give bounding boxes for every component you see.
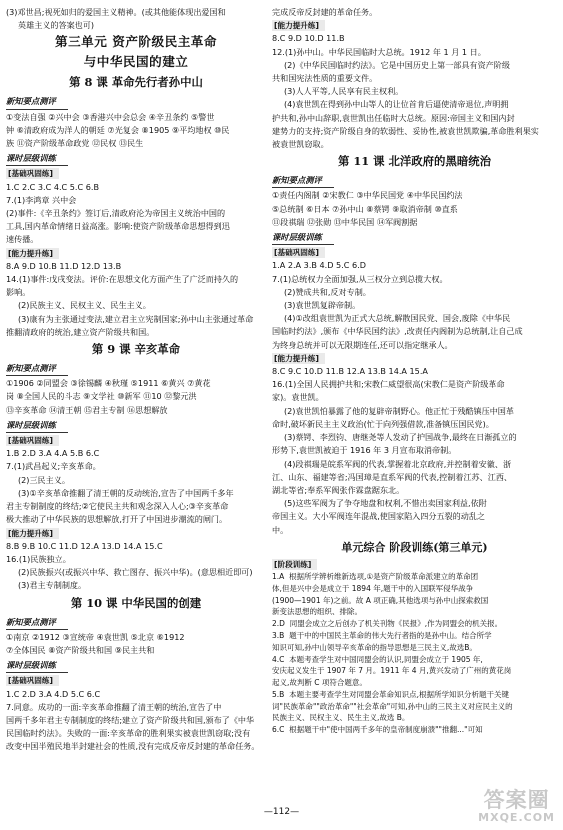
left-line: [基础巩固练] [6,675,59,686]
right-line: ①责任内阁制 ②宋教仁 ③中华民国党 ④中华民国约法 [272,190,463,201]
left-line: [能力提升练] [6,248,59,259]
right-line: 16.(1)全国人民拥护共和;宋教仁威望很高(宋教仁是资产阶级革命 [272,379,505,390]
left-line: 与中华民国的建立 [83,54,189,70]
left-line: (3)邓世昌;视死如归的爱国主义精神。(或其他能体现出爱国和 [6,7,226,17]
right-line: (4)①改组袁世凯为正式大总统,解散国民党、国会,废除《中华民 [284,313,511,324]
left-line: 英雄主义的答案也可) [18,20,95,31]
left-line: 1.B 2.D 3.A 4.A 5.B 6.C [6,448,100,459]
right-line: 安庆起义发生于 1907 年 7 月。1911 年 4 月,黄兴发动了广州的黄花岗 [272,666,512,676]
left-line: 课时层级训练 [6,659,68,673]
left-line: 1.C 2.D 3.A 4.D 5.C 6.C [6,688,101,699]
right-line: (2)赞成共和,反对专制。 [284,286,371,297]
left-line: [基础巩固练] [6,435,59,446]
right-column [272,6,557,736]
right-line: 4.C 本题考查学生对中国同盟会的认识,同盟会成立于 1905 年, [272,654,483,664]
right-line: 建势力的支持;资产阶级自身的软弱性、妥协性,被袁世凯欺骗,革命胜利果实 [272,125,539,136]
left-line: 14.(1)事件:戊戌变法。评价:在思想文化方面产生了广泛而持久的 [6,274,239,285]
left-line: 岗 ⑧全国人民的斗志 ⑨文学社 ⑩新军 ⑪10 ⑫黎元洪 [6,391,197,402]
left-line: 第 8 课 革命先行者孙中山 [69,75,203,90]
left-line: ①南京 ②1912 ③宣统帝 ④袁世凯 ⑤北京 ⑥1912 [6,631,185,642]
left-line: 7.同意。成功的一面:辛亥革命推翻了清王朝的统治,宣告了中 [6,701,222,712]
left-line: 君主专制制度的终结;②它使民主共和观念深入人心;③辛亥革命 [6,501,229,512]
left-line: (2)事件:《辛丑条约》签订后,清政府沦为帝国主义统治中国的 [6,208,226,219]
right-line: (2)袁世凯怕暴露了他的复辟帝制野心。他正忙于残酷镇压中国革 [284,405,514,416]
right-line: 护共和,孙中山辞职,袁世凯出任临时大总统。原因:帝国主义和国内封 [272,112,515,123]
left-line: 影响。 [6,287,31,298]
right-line: 被袁世凯窃取。 [272,139,329,150]
right-line: 民族主义、民权主义、民生主义,故选 B。 [272,713,410,723]
right-line: 新变法思想的组织、排除。 [272,607,362,617]
right-line: 8.C 9.C 10.D 11.B 12.A 13.B 14.A 15.A [272,366,428,377]
left-line: 族 ⑪资产阶级革命政党 ⑫民权 ⑬民生 [6,138,144,149]
left-line: 民国临时约法》。失败的一面:辛亥革命的胜利果实被袁世凯窃取;没有 [6,728,251,739]
right-line: 8.C 9.D 10.D 11.B [272,33,345,44]
right-line: (3)人人平等,人民享有民主权利。 [284,86,404,97]
right-line: 5.B 本题主要考查学生对同盟会革命知识点,根据所学知识分析题干关键 [272,689,509,699]
right-line: 中。 [272,524,289,535]
right-line: 6.C 根据题干中"使中国两千多年的皇帝制度崩溃""推翻..."可知 [272,725,483,735]
right-line: (4)段祺瑞是皖系军阀的代表,掌握着北京政府,并控制着安徽、浙 [284,458,512,469]
watermark-logo [478,789,555,824]
left-line: 第 10 课 中华民国的创建 [70,595,202,610]
left-line: 钟 ⑥清政府成为洋人的朝廷 ⑦光复会 ⑧1905 ⑨平均地权 ⑩民 [6,124,230,135]
left-line: ⑦全体国民 ⑧资产阶级共和国 ⑨民主共和 [6,644,155,655]
left-line: 速传播。 [6,234,39,245]
left-column [6,6,266,754]
left-line: 课时层级训练 [6,152,68,166]
left-line: 8.B 9.B 10.C 11.D 12.A 13.D 14.A 15.C [6,540,163,551]
left-line: 7.(1)武昌起义;辛亥革命。 [6,461,101,472]
left-line: [能力提升练] [6,528,59,539]
right-line: 国临时约法》,颁布《中华民国约法》,改责任内阁制为总统制,让自己成 [272,326,523,337]
left-line: (2)三民主义。 [18,474,70,485]
left-line: 新知要点测评 [6,95,68,109]
left-line: 第 9 课 辛亥革命 [91,342,181,357]
right-line: 江、山东、福建等省;冯国璋是直系军阀的代表,控制着江苏、江西、 [272,471,513,482]
left-line: 第三单元 资产阶级民主革命 [54,34,217,50]
left-line: 推翻清政府的统治,建立资产阶级共和国。 [6,326,155,337]
left-line: (2)民族振兴(或振兴中华、救亡图存、振兴中华)。(意思相近即可) [18,567,253,578]
right-line: 共和国宪法性质的重要文件。 [272,73,378,84]
left-line: 新知要点测评 [6,616,68,630]
right-line: [基础巩固练] [272,247,325,258]
watermark-url: MXQE.COM [478,811,555,824]
right-line: 形势下,袁世凯被迫于 1916 年 3 月宣布取消帝制。 [272,445,457,456]
right-line: 帝国主义。大小军阀连年混战,使国家陷入四分五裂的动乱之 [272,511,486,522]
right-line: 1.A 2.A 3.B 4.D 5.C 6.D [272,260,366,271]
left-line: 工具,国内革命情绪日益高涨。影响:使资产阶级革命思想得到迅 [6,221,230,232]
left-line: ⑬辛亥革命 ⑭清王朝 ⑮君主专制 ⑯思想解放 [6,404,168,415]
right-line: [阶段训练] [272,559,317,570]
watermark-text: 答案圈 [483,788,550,812]
right-line: (4)袁世凯在得到孙中山等人的让位首肯后逼使清帝退位,声明拥 [284,99,509,110]
left-line: [基础巩固练] [6,168,59,179]
right-line: ⑪段祺瑞 ⑫张勋 ⑬中华民国 ⑭军阀割据 [272,216,418,227]
right-line: 课时层级训练 [272,231,334,245]
right-line: 湖北等省;奉系军阀张作霖盘踞东北。 [272,484,405,495]
right-line: 7.(1)总统权力全面加强,从三权分立到总揽大权。 [272,273,448,284]
right-line: (3)袁世凯复辟帝制。 [284,300,361,311]
left-line: 极大推动了中华民族的思想解放,打开了中国进步潮流的闸门。 [6,514,228,525]
left-line: 新知要点测评 [6,362,68,376]
right-line: 第 11 课 北洋政府的黑暗统治 [337,154,492,169]
page-number: —112— [263,807,300,817]
right-line: 为终身总统并可以无限期连任,还可以指定继承人。 [272,339,453,350]
right-line: (5)这些军阀为了争夺地盘和权利,不惜出卖国家利益,依附 [284,498,487,509]
left-line: 16.(1)民族独立。 [6,553,71,564]
right-line: [能力提升练] [272,353,325,364]
right-line: 体,但是兴中会是成立于 1894 年,题干中的入国联军侵华战争 [272,583,474,593]
left-line: 改变中国半殖民地半封建社会的性质,没有完成反帝反封建的革命任务。 [6,741,260,752]
left-line: (2)民族主义、民权主义、民生主义。 [18,300,151,311]
left-line: 8.A 9.D 10.B 11.D 12.D 13.B [6,260,122,271]
left-line: (3)康有为主张通过变法,建立君主立宪制国家;孙中山主张通过革命 [18,313,254,324]
right-line: 起义,故判断 C 项符合题意。 [272,678,367,688]
right-line: 知识可知,孙中山领导辛亥革命的指导思想是三民主义,故选B。 [272,642,477,652]
right-line: 新知要点测评 [272,174,334,188]
left-line: 课时层级训练 [6,419,68,433]
right-line: 12.(1)孙中山。中华民国临时大总统。1912 年 1 月 1 日。 [272,46,486,57]
left-line: (3)①辛亥革命推翻了清王朝的反动统治,宣告了中国两千多年 [18,487,234,498]
right-line: (3)蔡锷、李烈钧、唐继尧等人发动了护国战争,最终在日渐孤立的 [284,432,517,443]
right-line: [能力提升练] [272,20,325,31]
left-line: ①变法自强 ②兴中会 ③香港兴中会总会 ④辛丑条约 ⑤警世 [6,111,215,122]
right-line: (1900—1901 年)之前。故 A 项正确,其他选项与孙中山探索救国 [272,595,489,605]
right-line: 2.D 同盟会成立之后创办了机关刊物《民报》,作为同盟会的机关报。 [272,619,503,629]
right-line: 完成反帝反封建的革命任务。 [272,7,378,17]
left-line: 1.C 2.C 3.C 4.C 5.C 6.B [6,181,100,192]
right-line: 单元综合 阶段训练(第三单元) [341,540,488,554]
right-line: 家)。袁世凯。 [272,392,324,403]
right-line: ⑤总统制 ⑥日本 ⑦孙中山 ⑧蔡锷 ⑨取消帝制 ⑩直系 [272,203,458,214]
left-line: ①1906 ②同盟会 ③徐锡麟 ④秋瑾 ⑤1911 ⑥黄兴 ⑦黄花 [6,378,211,389]
right-line: 3.B 题干中的中国民主革命的伟大先行者指的是孙中山。结合所学 [272,630,492,640]
left-line: 国两千多年君主专制制度的终结;建立了资产阶级共和国,颁布了《中华 [6,714,255,725]
right-line: 词"民族革命""政治革命""社会革命"可知,孙中山的三民主义对应民主义的 [272,701,513,711]
right-line: 命时,破坏新民主主义政治(忙于向列强借款,准备镇压国民党)。 [272,418,494,429]
right-line: (2)《中华民国临时约法》。它是中国历史上第一部具有资产阶级 [284,59,510,70]
left-line: (3)君主专制制度。 [18,580,87,591]
left-line: 7.(1)李鸿章 兴中会 [6,194,77,205]
right-line: 1.A 根据所学辨析维新选项,①是资产阶级革命派建立的革命团 [272,571,479,581]
